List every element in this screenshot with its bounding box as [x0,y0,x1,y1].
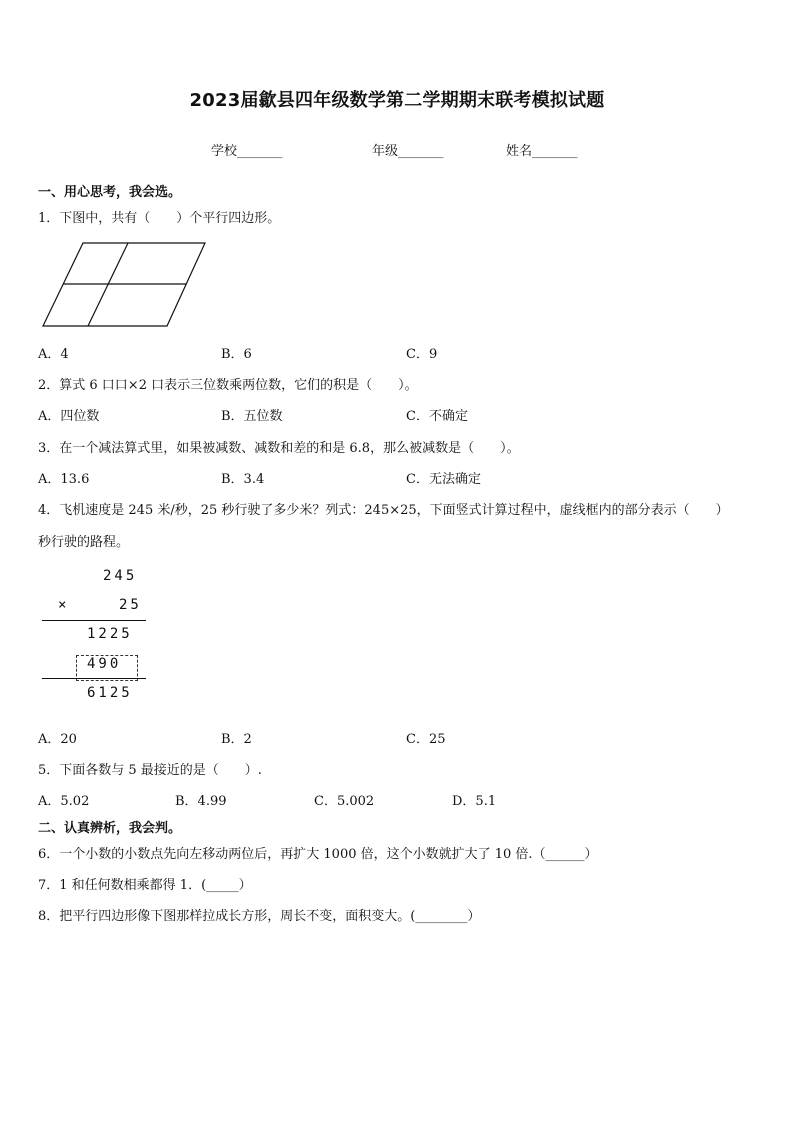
q3-option-b: B．3.4 [221,472,265,487]
question-8: 8．把平行四边形像下图那样拉成长方形，周长不变，面积变大。(________） [38,909,481,924]
q2-option-c: C．不确定 [406,409,468,424]
name-field: 姓名_______ [506,144,578,159]
q5-option-c: C．5.002 [314,794,375,809]
mult-product: 6125 [87,685,133,701]
mult-partial-1: 1225 [87,626,133,642]
q4-option-c: C．25 [406,732,446,747]
q2-option-a: A．四位数 [38,409,100,424]
q1-option-b: B．6 [221,347,252,362]
page-title: 2023届歙县四年级数学第二学期期末联考模拟试题 [189,90,605,111]
q1-option-a: A．4 [38,347,69,362]
question-3: 3．在一个减法算式里，如果被减数、减数和差的和是 6.8，那么被减数是（ ）。 [38,441,520,456]
question-4-line-2: 秒行驶的路程。 [38,535,130,550]
section-1-heading: 一、用心思考，我会选。 [38,185,182,200]
q5-option-a: A．5.02 [38,794,90,809]
question-2: 2．算式 6 口口×2 口表示三位数乘两位数，它们的积是（ ）。 [38,378,418,393]
school-field: 学校_______ [211,144,283,159]
q1-option-c: C．9 [406,347,438,362]
section-2-heading: 二、认真辨析，我会判。 [38,821,182,836]
question-6: 6．一个小数的小数点先向左移动两位后，再扩大 1000 倍，这个小数就扩大了 10 倍.（______） [38,847,598,862]
mult-partial-2: 490 [87,656,122,672]
q4-option-b: B．2 [221,732,252,747]
q3-option-c: C．无法确定 [406,472,481,487]
mult-times-sign: × [58,597,70,613]
q5-option-d: D．5.1 [452,794,497,809]
mult-multiplicand: 245 [103,568,138,584]
question-4-line-1: 4．飞机速度是 245 米/秒，25 秒行驶了多少米？列式：245×25，下面竖式计算过程中，虚线框内的部分表示（ ） [38,503,729,518]
question-5: 5．下面各数与 5 最接近的是（ ）. [38,763,262,778]
parallelogram-figure [40,240,210,330]
q4-option-a: A．20 [38,732,77,747]
grade-field: 年级_______ [372,144,444,159]
q5-option-b: B．4.99 [175,794,227,809]
mult-line-1 [42,620,146,621]
question-7: 7．1 和任何数相乘都得 1．(_____） [38,878,252,893]
question-1: 1．下图中，共有（ ）个平行四边形。 [38,211,281,226]
q3-option-a: A．13.6 [38,472,90,487]
mult-multiplier: 25 [119,597,142,613]
q2-option-b: B．五位数 [221,409,283,424]
mult-line-2 [42,678,146,679]
